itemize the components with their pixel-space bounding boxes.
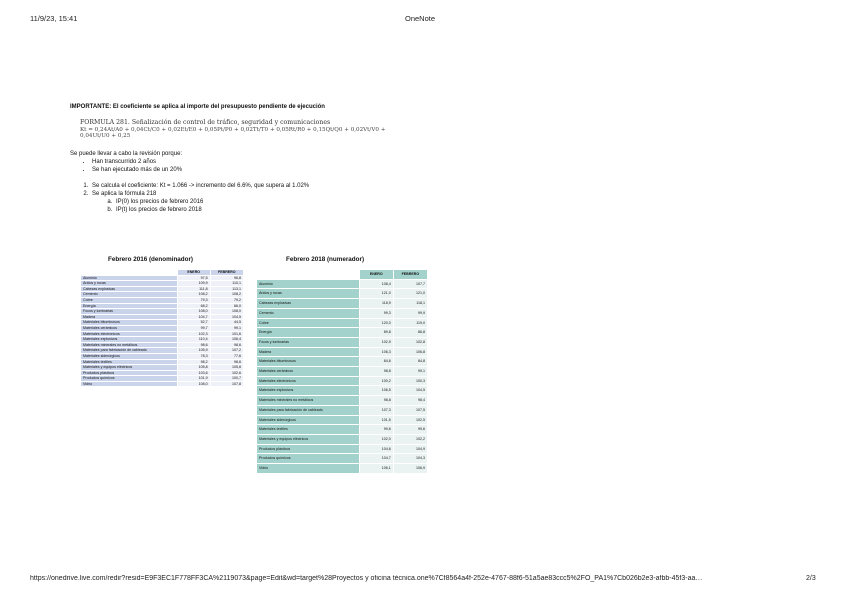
table-header-row	[257, 270, 428, 280]
material-name-cell: Materiales cerámicos	[257, 367, 360, 377]
enero-value-cell: 99,3	[359, 308, 393, 318]
enero-value-cell: 105,9	[177, 348, 210, 354]
febrero-value-cell: 104,3	[393, 454, 427, 464]
column-header: FEBRERO	[210, 270, 243, 276]
step-item	[90, 190, 770, 214]
febrero-value-cell: 106,4	[210, 337, 243, 343]
table-row	[257, 425, 428, 435]
table-row	[257, 376, 428, 386]
important-note: IMPORTANTE: El coeficiente se aplica al importe del presupuesto pendiente de ejecución	[70, 104, 325, 110]
print-date: 11/9/23, 15:41	[30, 14, 78, 23]
material-name-cell: Materiales electrónicos	[81, 331, 178, 337]
material-name-cell: Energía	[257, 328, 360, 338]
material-name-cell: Focos y luminarias	[257, 337, 360, 347]
material-name-cell: Materiales explosivos	[257, 386, 360, 396]
enero-value-cell: 102,3	[177, 331, 210, 337]
material-name-cell: Materiales para fabricación de cableado	[257, 405, 360, 415]
material-name-cell: Áridos y rocas	[257, 289, 360, 299]
febrero-value-cell: 102,5	[393, 415, 427, 425]
enero-value-cell: 106,5	[359, 386, 393, 396]
material-name-cell: Aluminio	[81, 275, 178, 281]
material-name-cell: Energía	[81, 303, 178, 309]
material-name-cell: Vidrio	[81, 381, 178, 387]
table-row	[257, 299, 428, 309]
table-row	[257, 337, 428, 347]
table-row	[257, 367, 428, 377]
steps-list	[70, 182, 770, 214]
febrero-value-cell: 104,5	[393, 386, 427, 396]
febrero-value-cell: 108,2	[210, 292, 243, 298]
enero-value-cell: 99,7	[177, 325, 210, 331]
table-row	[257, 464, 428, 474]
febrero-value-cell: 100,3	[393, 376, 427, 386]
material-name-cell: Madera	[257, 347, 360, 357]
print-url: https://onedrive.live.com/redir?resid=E9F3EC1F778FF3CA%2119073&page=Edit&wd=target%28Proyectos y oficina técnica.one%7Cf8564a4f-252e-4767-88f6-51a5ae83ccc5%2FO_PA1%7Cb026b2e3-afbb-45f3-aa…	[30, 575, 703, 582]
febrero-value-cell: 119,0	[393, 318, 427, 328]
febrero-value-cell: 118,1	[393, 299, 427, 309]
material-name-cell: Productos químicos	[81, 376, 178, 382]
enero-value-cell: 101,9	[177, 376, 210, 382]
enero-value-cell: 78,3	[177, 353, 210, 359]
enero-value-cell: 104,7	[359, 454, 393, 464]
table-row	[257, 454, 428, 464]
material-name-cell: Materiales bituminosos	[257, 357, 360, 367]
column-header: FEBRERO	[393, 270, 427, 280]
febrero-value-cell: 107,8	[210, 381, 243, 387]
enero-value-cell: 52,7	[177, 320, 210, 326]
material-name-cell: Áridos y rocas	[81, 281, 178, 287]
note-content	[70, 103, 770, 214]
enero-value-cell: 100,2	[359, 376, 393, 386]
formula-block	[80, 120, 770, 140]
enero-value-cell: 84,6	[359, 357, 393, 367]
febrero-value-cell: 106,9	[393, 464, 427, 474]
febrero-value-cell: 107,2	[210, 348, 243, 354]
febrero-value-cell: 99,1	[210, 325, 243, 331]
enero-value-cell: 110,4	[177, 337, 210, 343]
febrero-value-cell: 104,5	[210, 314, 243, 320]
febrero-value-cell: 106,8	[393, 347, 427, 357]
table-2016-title: Febrero 2016 (denominador)	[108, 256, 194, 263]
step-item-label: Se aplica la fórmula 218	[92, 190, 157, 197]
formula-line-2: 0,04Ut/U0 + 0,25	[80, 133, 131, 140]
enero-value-cell: 108,4	[359, 279, 393, 289]
enero-value-cell: 102,9	[359, 337, 393, 347]
febrero-value-cell: 113,1	[210, 286, 243, 292]
material-name-cell: Materiales textiles	[257, 425, 360, 435]
material-name-cell: Materiales bituminosos	[81, 320, 178, 326]
material-name-cell: Materiales textiles	[81, 359, 178, 365]
table-row	[257, 357, 428, 367]
material-name-cell: Vidrio	[257, 464, 360, 474]
table-row	[257, 386, 428, 396]
febrero-value-cell: 107,5	[393, 405, 427, 415]
table-row	[257, 318, 428, 328]
reason-item: • Han transcurrido 2 años	[92, 158, 770, 166]
material-name-cell: Cemento	[257, 308, 360, 318]
enero-value-cell: 99,6	[359, 425, 393, 435]
febrero-value-cell: 107,7	[393, 279, 427, 289]
reason-intro: Se puede llevar a cabo la revisión porque:	[70, 150, 183, 157]
febrero-value-cell: 104,9	[393, 444, 427, 454]
febrero-value-cell: 79,2	[210, 297, 243, 303]
material-name-cell: Productos químicos	[257, 454, 360, 464]
material-name-cell: Materiales minerales no metálicos	[81, 342, 178, 348]
enero-value-cell: 118,9	[359, 299, 393, 309]
febrero-value-cell: 98,6	[210, 359, 243, 365]
formula-title: FORMULA 281. Señalización de control de tráfico, seguridad y comunicaciones	[80, 119, 331, 126]
enero-value-cell: 104,6	[359, 444, 393, 454]
febrero-value-cell: 96,8	[210, 275, 243, 281]
material-name-cell: Productos plásticos	[257, 444, 360, 454]
febrero-value-cell: 102,2	[393, 434, 427, 444]
formula-line-1: Kt = 0,24At/A0 + 0,04Ct/C0 + 0,02Et/E0 + 0,05Pt/P0 + 0,02Tt/T0 + 0,05Rt/R0 + 0,15Qt/Q0 + 0,02Vt/V0 +	[80, 126, 386, 133]
febrero-value-cell: 105,8	[210, 365, 243, 371]
material-name-cell: Focos y luminarias	[81, 309, 178, 315]
enero-value-cell: 121,0	[359, 289, 393, 299]
material-name-cell: Cemento	[81, 292, 178, 298]
febrero-value-cell: 98,4	[393, 396, 427, 406]
febrero-value-cell: 66,0	[210, 303, 243, 309]
enero-value-cell: 103,6	[177, 370, 210, 376]
enero-value-cell: 108,2	[177, 292, 210, 298]
febrero-value-cell: 77,6	[210, 353, 243, 359]
febrero-value-cell: 99,9	[393, 308, 427, 318]
table-row	[257, 444, 428, 454]
material-name-cell: Cabezas explosivas	[257, 299, 360, 309]
table-row	[81, 381, 244, 387]
material-name-cell: Cobre	[257, 318, 360, 328]
reason-item: • Se han ejecutado más de un 20%	[92, 166, 770, 174]
table-row	[257, 279, 428, 289]
febrero-value-cell: 100,7	[210, 376, 243, 382]
material-name-cell: Materiales minerales no metálicos	[257, 396, 360, 406]
price-index-table-2016	[80, 269, 244, 387]
material-name-cell: Materiales y equipos eléctricos	[257, 434, 360, 444]
substep-item: b. IP(t) los precios de febrero 2018	[114, 206, 770, 214]
enero-value-cell: 104,7	[177, 314, 210, 320]
enero-value-cell: 98,6	[177, 342, 210, 348]
header-blank-cell	[257, 270, 360, 280]
febrero-value-cell: 99,6	[393, 425, 427, 435]
table-row	[257, 405, 428, 415]
material-name-cell: Materiales y equipos eléctricos	[81, 365, 178, 371]
substep-item: a. IP(0) los precios de febrero 2016	[114, 198, 770, 206]
material-name-cell: Materiales explosivos	[81, 337, 178, 343]
print-app-title: OneNote	[405, 14, 436, 23]
enero-value-cell: 102,0	[359, 434, 393, 444]
material-name-cell: Aluminio	[257, 279, 360, 289]
enero-value-cell: 89,8	[359, 328, 393, 338]
price-index-table-2018	[256, 269, 428, 474]
febrero-value-cell: 102,6	[210, 370, 243, 376]
enero-value-cell: 105,8	[177, 365, 210, 371]
material-name-cell: Cabezas explosivas	[81, 286, 178, 292]
table-row	[257, 328, 428, 338]
enero-value-cell: 120,0	[359, 318, 393, 328]
enero-value-cell: 106,1	[359, 464, 393, 474]
enero-value-cell: 79,3	[177, 297, 210, 303]
print-page-number: 2/3	[806, 575, 816, 582]
material-name-cell: Madera	[81, 314, 178, 320]
table-row	[257, 347, 428, 357]
enero-value-cell: 108,0	[177, 381, 210, 387]
enero-value-cell: 106,3	[359, 347, 393, 357]
reason-list	[70, 158, 770, 174]
substeps-list	[92, 198, 770, 214]
table-row	[257, 396, 428, 406]
febrero-value-cell: 101,6	[210, 331, 243, 337]
febrero-value-cell: 102,8	[393, 337, 427, 347]
enero-value-cell: 98,8	[359, 367, 393, 377]
enero-value-cell: 97,5	[177, 275, 210, 281]
enero-value-cell: 107,3	[359, 405, 393, 415]
febrero-value-cell: 98,6	[210, 342, 243, 348]
table-row	[257, 308, 428, 318]
febrero-value-cell: 44,5	[210, 320, 243, 326]
material-name-cell: Cobre	[81, 297, 178, 303]
table-row	[257, 289, 428, 299]
material-name-cell: Materiales electrónicos	[257, 376, 360, 386]
febrero-value-cell: 110,1	[210, 281, 243, 287]
material-name-cell: Productos plásticos	[81, 370, 178, 376]
step-item: 1. Se calcula el coeficiente: Kt = 1.066 -> incremento del 6.6%, que supera al 1.02%	[90, 182, 770, 190]
enero-value-cell: 98,2	[177, 359, 210, 365]
enero-value-cell: 111,8	[177, 286, 210, 292]
column-header: ENERO	[359, 270, 393, 280]
table-row	[257, 434, 428, 444]
enero-value-cell: 101,5	[359, 415, 393, 425]
column-header: ENERO	[177, 270, 210, 276]
febrero-value-cell: 108,0	[210, 309, 243, 315]
enero-value-cell: 98,8	[359, 396, 393, 406]
enero-value-cell: 109,9	[177, 281, 210, 287]
material-name-cell: Materiales siderúrgicos	[257, 415, 360, 425]
material-name-cell: Materiales para fabricación de cableado	[81, 348, 178, 354]
table-row	[257, 415, 428, 425]
enero-value-cell: 68,2	[177, 303, 210, 309]
febrero-value-cell: 84,8	[393, 357, 427, 367]
febrero-value-cell: 121,0	[393, 289, 427, 299]
febrero-value-cell: 86,8	[393, 328, 427, 338]
enero-value-cell: 108,0	[177, 309, 210, 315]
febrero-value-cell: 99,1	[393, 367, 427, 377]
table-2018-title: Febrero 2018 (numerador)	[286, 256, 365, 263]
material-name-cell: Materiales cerámicos	[81, 325, 178, 331]
material-name-cell: Materiales siderúrgicos	[81, 353, 178, 359]
